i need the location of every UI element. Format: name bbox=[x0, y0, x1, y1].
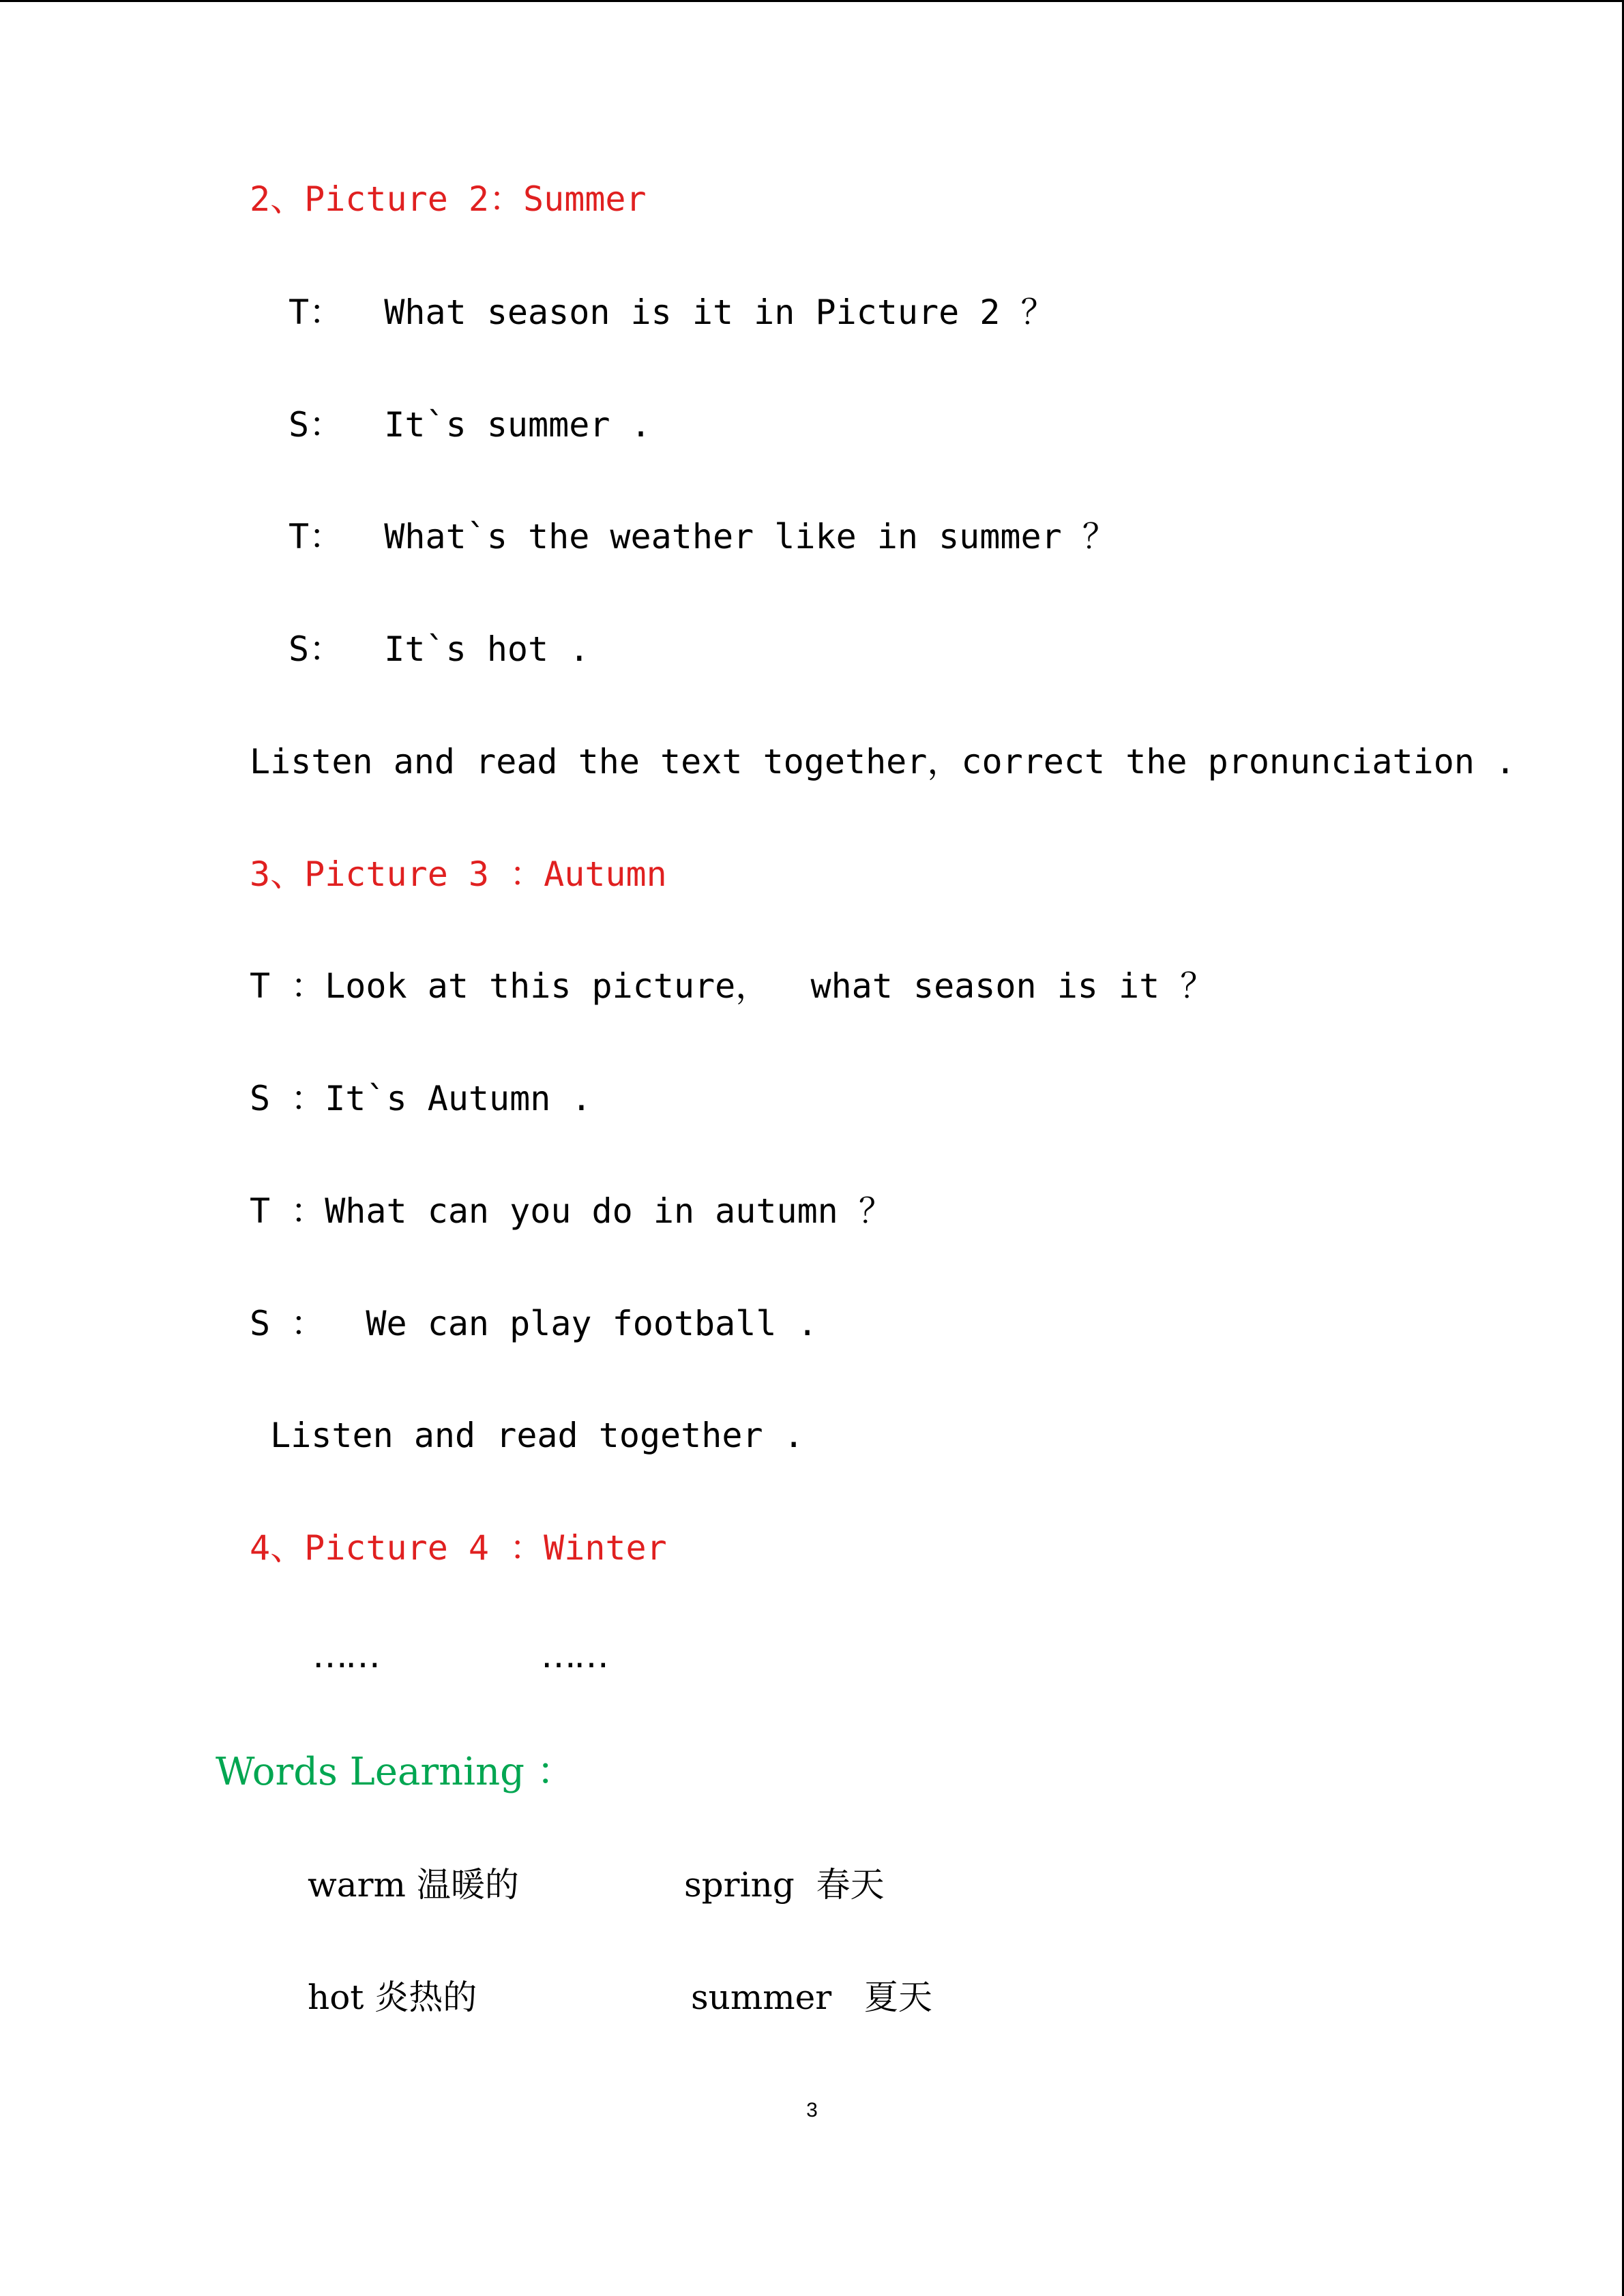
vocab-word: summer 夏天 bbox=[691, 1978, 932, 2017]
dialogue-line: T ：Look at this picture， what season is it ？ bbox=[250, 966, 1215, 1006]
page-border-top bbox=[0, 0, 1624, 2]
dialogue-line: S ： We can play football . bbox=[250, 1304, 818, 1343]
dialogue-line: T： What season is it in Picture 2 ？ bbox=[289, 293, 1055, 332]
dialogue-line: S： It`s summer . bbox=[289, 405, 651, 445]
section-2-heading: 2、Picture 2：Summer bbox=[250, 179, 647, 219]
dialogue-line: S ：It`s Autumn . bbox=[250, 1079, 592, 1118]
vocab-word: hot 炎热的 bbox=[308, 1978, 477, 2017]
instruction-line: Listen and read the text together，correct the pronunciation . bbox=[250, 742, 1516, 781]
vocab-word: spring 春天 bbox=[684, 1865, 885, 1905]
section-3-heading: 3、Picture 3 ：Autumn bbox=[250, 854, 667, 894]
vocab-word: warm 温暖的 bbox=[308, 1865, 519, 1905]
ellipsis: …… bbox=[541, 1635, 606, 1676]
instruction-line: Listen and read together . bbox=[250, 1416, 804, 1455]
ellipsis: …… bbox=[312, 1635, 378, 1676]
page-number: 3 bbox=[806, 2099, 818, 2121]
section-4-heading: 4、Picture 4 ：Winter bbox=[250, 1528, 667, 1568]
dialogue-line: T： What`s the weather like in summer ？ bbox=[289, 517, 1117, 556]
words-learning-heading: Words Learning ： bbox=[216, 1750, 575, 1794]
dialogue-line: S： It`s hot . bbox=[289, 629, 590, 669]
dialogue-line: T ：What can you do in autumn ？ bbox=[250, 1191, 893, 1231]
